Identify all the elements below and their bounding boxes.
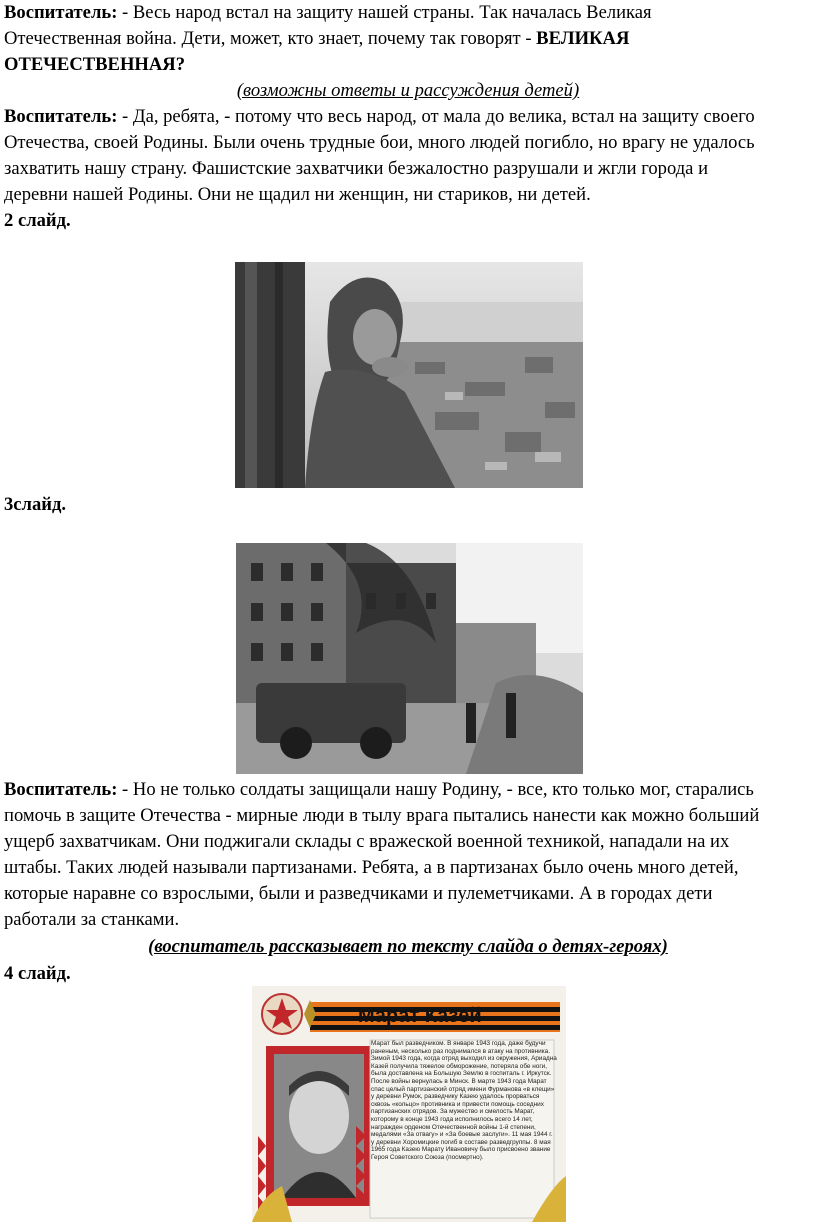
para3-line4: штабы. Таких людей называли партизанами. Ребята, а в партизанах было очень много детей, (4, 857, 739, 878)
para3-line6: работали за станками. (4, 909, 180, 930)
para1-text2: Отечественная война. Дети, может, кто знает, почему так говорят - (4, 28, 537, 49)
war-photo-burning-street (236, 543, 583, 774)
para3-line5: которые наравне со взрослыми, были и разведчиками и пулеметчиками. А в городах дети (4, 883, 713, 904)
para2-text1: - Да, ребята, - потому что весь народ, от мала до велика, встал на защиту своего (117, 106, 755, 127)
para3-line3: ущерб захватчикам. Они поджигали склады с вражеской военной техникой, нападали на их (4, 831, 730, 852)
para2-line1 (4, 104, 755, 130)
para1-text1: - Весь народ встал на защиту нашей страны. Так началась Великая (117, 2, 652, 23)
para1-bold-tail: ВЕЛИКАЯ (536, 28, 630, 49)
slide3-heading: 3слайд. (4, 494, 67, 515)
para2-line3: захватить нашу страну. Фашистские захватчики безжалостно разрушали и жгли города и (4, 158, 709, 179)
war-photo-woman-ruins (235, 262, 583, 488)
speaker-label: Воспитатель: (4, 2, 118, 23)
para1-line1 (4, 0, 652, 26)
poster-bio-text: Марат был разведчиком. В январе 1943 года, даже будучи раненым, несколько раз поднимался в атаку на противника. Зимой 1943 года, когда отряд выходил из окружения, Ариадна Казей получила тяжелое обморожение, потеряла обе ноги, была доставлена на Большую Землю в госпиталь г. Иркутск. После войны вернулась в Минск. В марте 1943 года Марат спас целый партизанский отряд имени Фурманова «в клещи» у деревни Румок, разведчику Казею удалось прорваться сквозь «кольцо» противника и привести помощь соседних партизанских отрядов. За мужество и смелость Марат, которому в конце 1943 года исполнилось всего 14 лет, награжден орденом Отечественной войны 1-й степени, медалями «За отвагу» и «За боевые заслуги». 11 мая 1944 г. у деревни Хоромицкие погиб в составе разведгруппы. 8 мая 1965 года Казею Марату Ивановичу было присвоено звание Героя Советского Союза (посмертно). (371, 1040, 557, 1161)
para2-line2: Отечества, своей Родины. Были очень трудные бои, много людей погибло, но врагу не удалось (4, 132, 755, 153)
poster-hero-name: Марат Казей (358, 1005, 482, 1027)
note-children-heroes: (воспитатель рассказывает по тексту слайда о детях-героях) (148, 936, 668, 957)
para3-text1: - Но не только солдаты защищали нашу Родину, - все, кто только мог, старались (117, 779, 754, 800)
para3-line2: помочь в защите Отечества - мирные люди в тылу врага пытались нанести как можно больший (4, 805, 760, 826)
para1-line2 (4, 26, 629, 52)
slide2-heading: 2 слайд. (4, 210, 71, 231)
speaker-label: Воспитатель: (4, 106, 118, 127)
speaker-label: Воспитатель: (4, 779, 118, 800)
para1-line3: ОТЕЧЕСТВЕННАЯ? (4, 54, 186, 75)
para2-line4: деревни нашей Родины. Они не щадил ни женщин, ни стариков, ни детей. (4, 184, 591, 205)
para3-line1 (4, 777, 754, 803)
slide4-heading: 4 слайд. (4, 963, 71, 984)
note-answers: (возможны ответы и рассуждения детей) (236, 80, 580, 101)
